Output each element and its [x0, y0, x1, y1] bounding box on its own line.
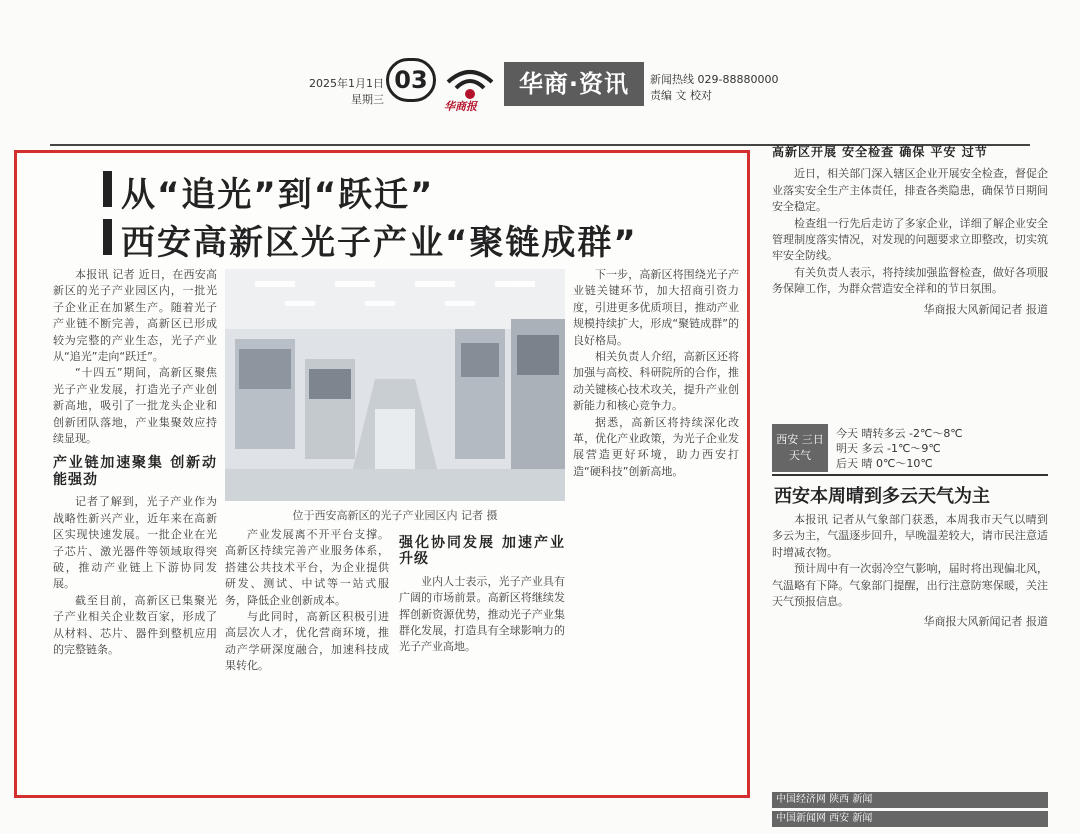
paragraph: 检查组一行先后走访了多家企业，详细了解企业安全管理制度落实情况，对发现的问题要求立即整改，切实筑牢安全防线。 [772, 216, 1048, 263]
paragraph: 预计周中有一次弱冷空气影响，届时将出现偏北风，气温略有下降。气象部门提醒，出行注意防寒保暖，关注天气预报信息。 [772, 562, 1048, 609]
section-tag: 华商·资讯 [504, 62, 644, 106]
article-photo [225, 269, 565, 501]
article-subheading: 强化协同发展 加速产业升级 [399, 535, 565, 568]
paragraph: 有关负责人表示，将持续加强监督检查，做好各项服务保障工作，为群众营造安全祥和的节日氛围。 [772, 265, 1048, 296]
byline: 华商报大风新闻记者 报道 [923, 302, 1048, 316]
weather-story [772, 512, 1048, 784]
ticker-item: 中国新闻网 西安 新闻 [772, 811, 1048, 827]
article-column-1 [53, 267, 217, 787]
lab-photo-image [225, 269, 565, 501]
weather-forecast [836, 426, 1046, 471]
article-column-4 [573, 267, 739, 787]
issue-date [282, 76, 384, 108]
paragraph: 下一步，高新区将围绕光子产业链关键环节，加大招商引资力度，引进更多优质项目，推动产业规模持续扩大，形成“聚链成群”的良好格局。 [573, 268, 739, 347]
paragraph: 相关负责人介绍，高新区还将加强与高校、科研院所的合作，推动关键核心技术攻关，提升产业创新能力和核心竞争力。 [573, 350, 739, 413]
weather-row: 今天 晴转多云 -2℃～8℃ [836, 427, 963, 440]
paragraph: 本报讯 记者从气象部门获悉，本周我市天气以晴到多云为主，气温逐步回升，早晚温差较大，请市民注意适时增减衣物。 [772, 513, 1048, 559]
paragraph: 据悉，高新区将持续深化改革，优化产业政策，为光子企业发展营造更好环境，助力西安打造“硬科技”创新高地。 [573, 415, 739, 478]
page-number: 03 [386, 58, 436, 102]
article-subheading: 产业链加速聚集 创新动能强劲 [53, 455, 217, 488]
editor-text: 责编 文 校对 [650, 89, 712, 102]
divider [772, 474, 1048, 476]
right-column [762, 140, 1050, 824]
featured-article [14, 150, 750, 798]
title-bar-decoration [103, 171, 112, 207]
logo-text: 华商报 [444, 100, 477, 113]
paragraph: 本报讯 记者 近日，在西安高新区的光子产业园区内，一批光子企业正在加紧生产。随着光子产业链不断完善，高新区已形成较为完整的产业生态，光子产业从“追光”走向“跃迁”。 [53, 268, 217, 364]
paragraph: 与此同时，高新区积极引进高层次人才，优化营商环境，推动产学研深度融合，加速科技成果转化。 [225, 610, 389, 673]
hotline-text: 新闻热线 029-88880000 [650, 73, 779, 86]
byline: 华商报大风新闻记者 报道 [923, 615, 1048, 629]
weather-row: 明天 多云 -1℃～9℃ [836, 442, 941, 455]
side-story [772, 144, 1048, 414]
hotline-info [650, 72, 778, 104]
ticker-item: 中国经济网 陕西 新闻 [772, 792, 1048, 808]
article-column-3 [399, 527, 565, 789]
paragraph: 近日，相关部门深入辖区企业开展安全检查，督促企业落实安全生产主体责任，排查各类隐患，确保节日期间安全稳定。 [772, 167, 1048, 214]
date-text: 2025年1月1日 [309, 77, 384, 90]
paragraph: 产业发展离不开平台支撑。高新区持续完善产业服务体系，搭建公共技术平台，为企业提供研发、测试、中试等一站式服务，降低企业创新成本。 [225, 528, 389, 607]
paragraph: 记者了解到，光子产业作为战略性新兴产业，近年来在高新区实现快速发展。一批企业在光子芯片、激光器件等领域取得突破，推动产业链上下游协同发展。 [53, 495, 217, 591]
article-column-2 [225, 527, 389, 789]
weekday-text: 星期三 [351, 93, 384, 106]
news-ticker [772, 792, 1048, 830]
weather-tag: 西安 三日天气 [772, 424, 828, 472]
side-headline: 高新区开展 安全检查 确保 平安 过节 [772, 145, 988, 159]
title-bar-decoration [103, 219, 112, 255]
article-title-line2: 西安高新区光子产业“聚链成群” [121, 223, 638, 263]
paragraph: 截至目前，高新区已集聚光子产业相关企业数百家，形成了从材料、芯片、器件到整机应用的完整链条。 [53, 593, 217, 656]
paragraph: “十四五”期间，高新区聚焦光子产业发展，打造光子产业创新高地，吸引了一批龙头企业和创新团队落地，产业集聚效应持续显现。 [53, 366, 217, 446]
weather-headline: 西安本周晴到多云天气为主 [774, 486, 990, 507]
article-title-line1: 从“追光”到“跃迁” [121, 175, 435, 215]
paragraph: 业内人士表示，光子产业具有广阔的市场前景。高新区将继续发挥创新资源优势，推动光子产业集群化发展，打造具有全球影响力的光子产业高地。 [399, 574, 565, 654]
weather-row: 后天 晴 0℃～10℃ [836, 457, 933, 470]
masthead [0, 40, 1080, 120]
photo-caption: 位于西安高新区的光子产业园区内 记者 摄 [292, 509, 498, 522]
